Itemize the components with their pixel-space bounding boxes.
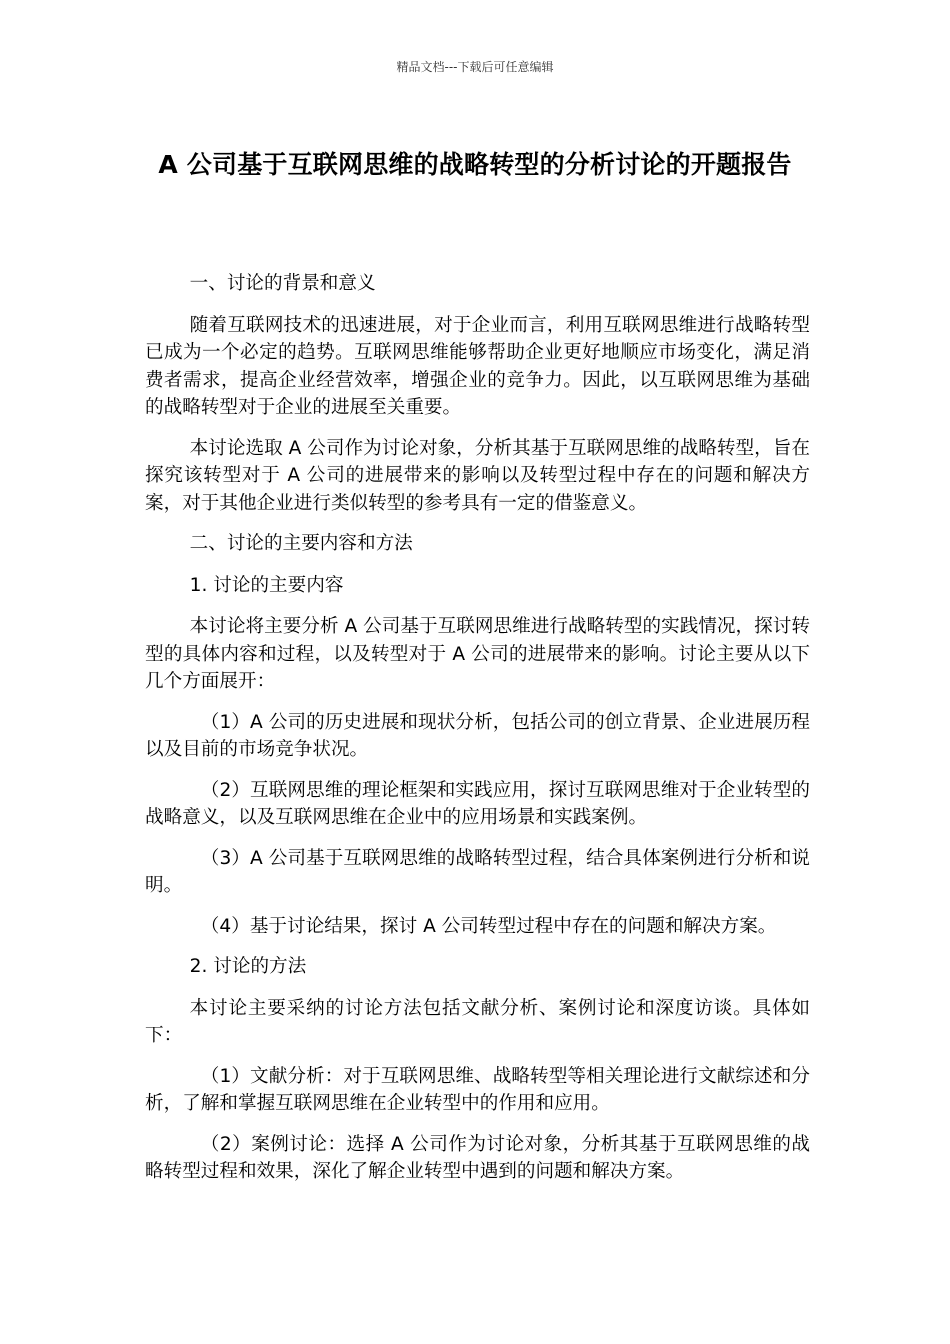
paragraph-research-object: 本讨论选取 A 公司作为讨论对象，分析其基于互联网思维的战略转型，旨在探究该转型对于 A 公司的进展带来的影响以及转型过程中存在的问题和解决方案，对于其他企业进行类似转型的参考具有一定的借鉴意义。 xyxy=(145,437,810,514)
section-heading-content-method: 二、讨论的主要内容和方法 xyxy=(189,533,413,554)
subsection-heading-method: 2. 讨论的方法 xyxy=(189,956,307,977)
paragraph-content-intro: 本讨论将主要分析 A 公司基于互联网思维进行战略转型的实践情况，探讨转型的具体内容和过程，以及转型对于 A 公司的进展带来的影响。讨论主要从以下几个方面展开： xyxy=(145,616,810,692)
document-body xyxy=(145,270,810,1199)
method-item-literature: （1）文献分析：对于互联网思维、战略转型等相关理论进行文献综述和分析，了解和掌握互联网思维在企业转型中的作用和应用。 xyxy=(145,1065,810,1114)
paragraph-background: 随着互联网技术的迅速进展，对于企业而言，利用互联网思维进行战略转型已成为一个必定的趋势。互联网思维能够帮助企业更好地顺应市场变化，满足消费者需求，提高企业经营效率，增强企业的竞争力。因此，以互联网思维为基础的战略转型对于企业的进展至关重要。 xyxy=(145,314,810,418)
subsection-heading-content: 1. 讨论的主要内容 xyxy=(189,574,344,596)
document-title: A 公司基于互联网思维的战略转型的分析讨论的开题报告 xyxy=(158,150,792,179)
paragraph-method-intro: 本讨论主要采纳的讨论方法包括文献分析、案例讨论和深度访谈。具体如下： xyxy=(145,997,810,1046)
section-heading-background: 一、讨论的背景和意义 xyxy=(189,273,376,294)
list-item-4: （4）基于讨论结果，探讨 A 公司转型过程中存在的问题和解决方案。 xyxy=(200,915,777,937)
page-header-note: 精品文档---下载后可任意编辑 xyxy=(396,60,554,74)
list-item-2: （2）互联网思维的理论框架和实践应用，探讨互联网思维对于企业转型的战略意义，以及互联网思维在企业中的应用场景和实践案例。 xyxy=(145,779,810,828)
list-item-1: （1）A 公司的历史进展和现状分析，包括公司的创立背景、企业进展历程以及目前的市场竞争状况。 xyxy=(145,711,810,760)
method-item-case-study: （2）案例讨论：选择 A 公司作为讨论对象，分析其基于互联网思维的战略转型过程和效果，深化了解企业转型中遇到的问题和解决方案。 xyxy=(145,1133,810,1182)
list-item-3: （3）A 公司基于互联网思维的战略转型过程，结合具体案例进行分析和说明。 xyxy=(145,847,810,896)
